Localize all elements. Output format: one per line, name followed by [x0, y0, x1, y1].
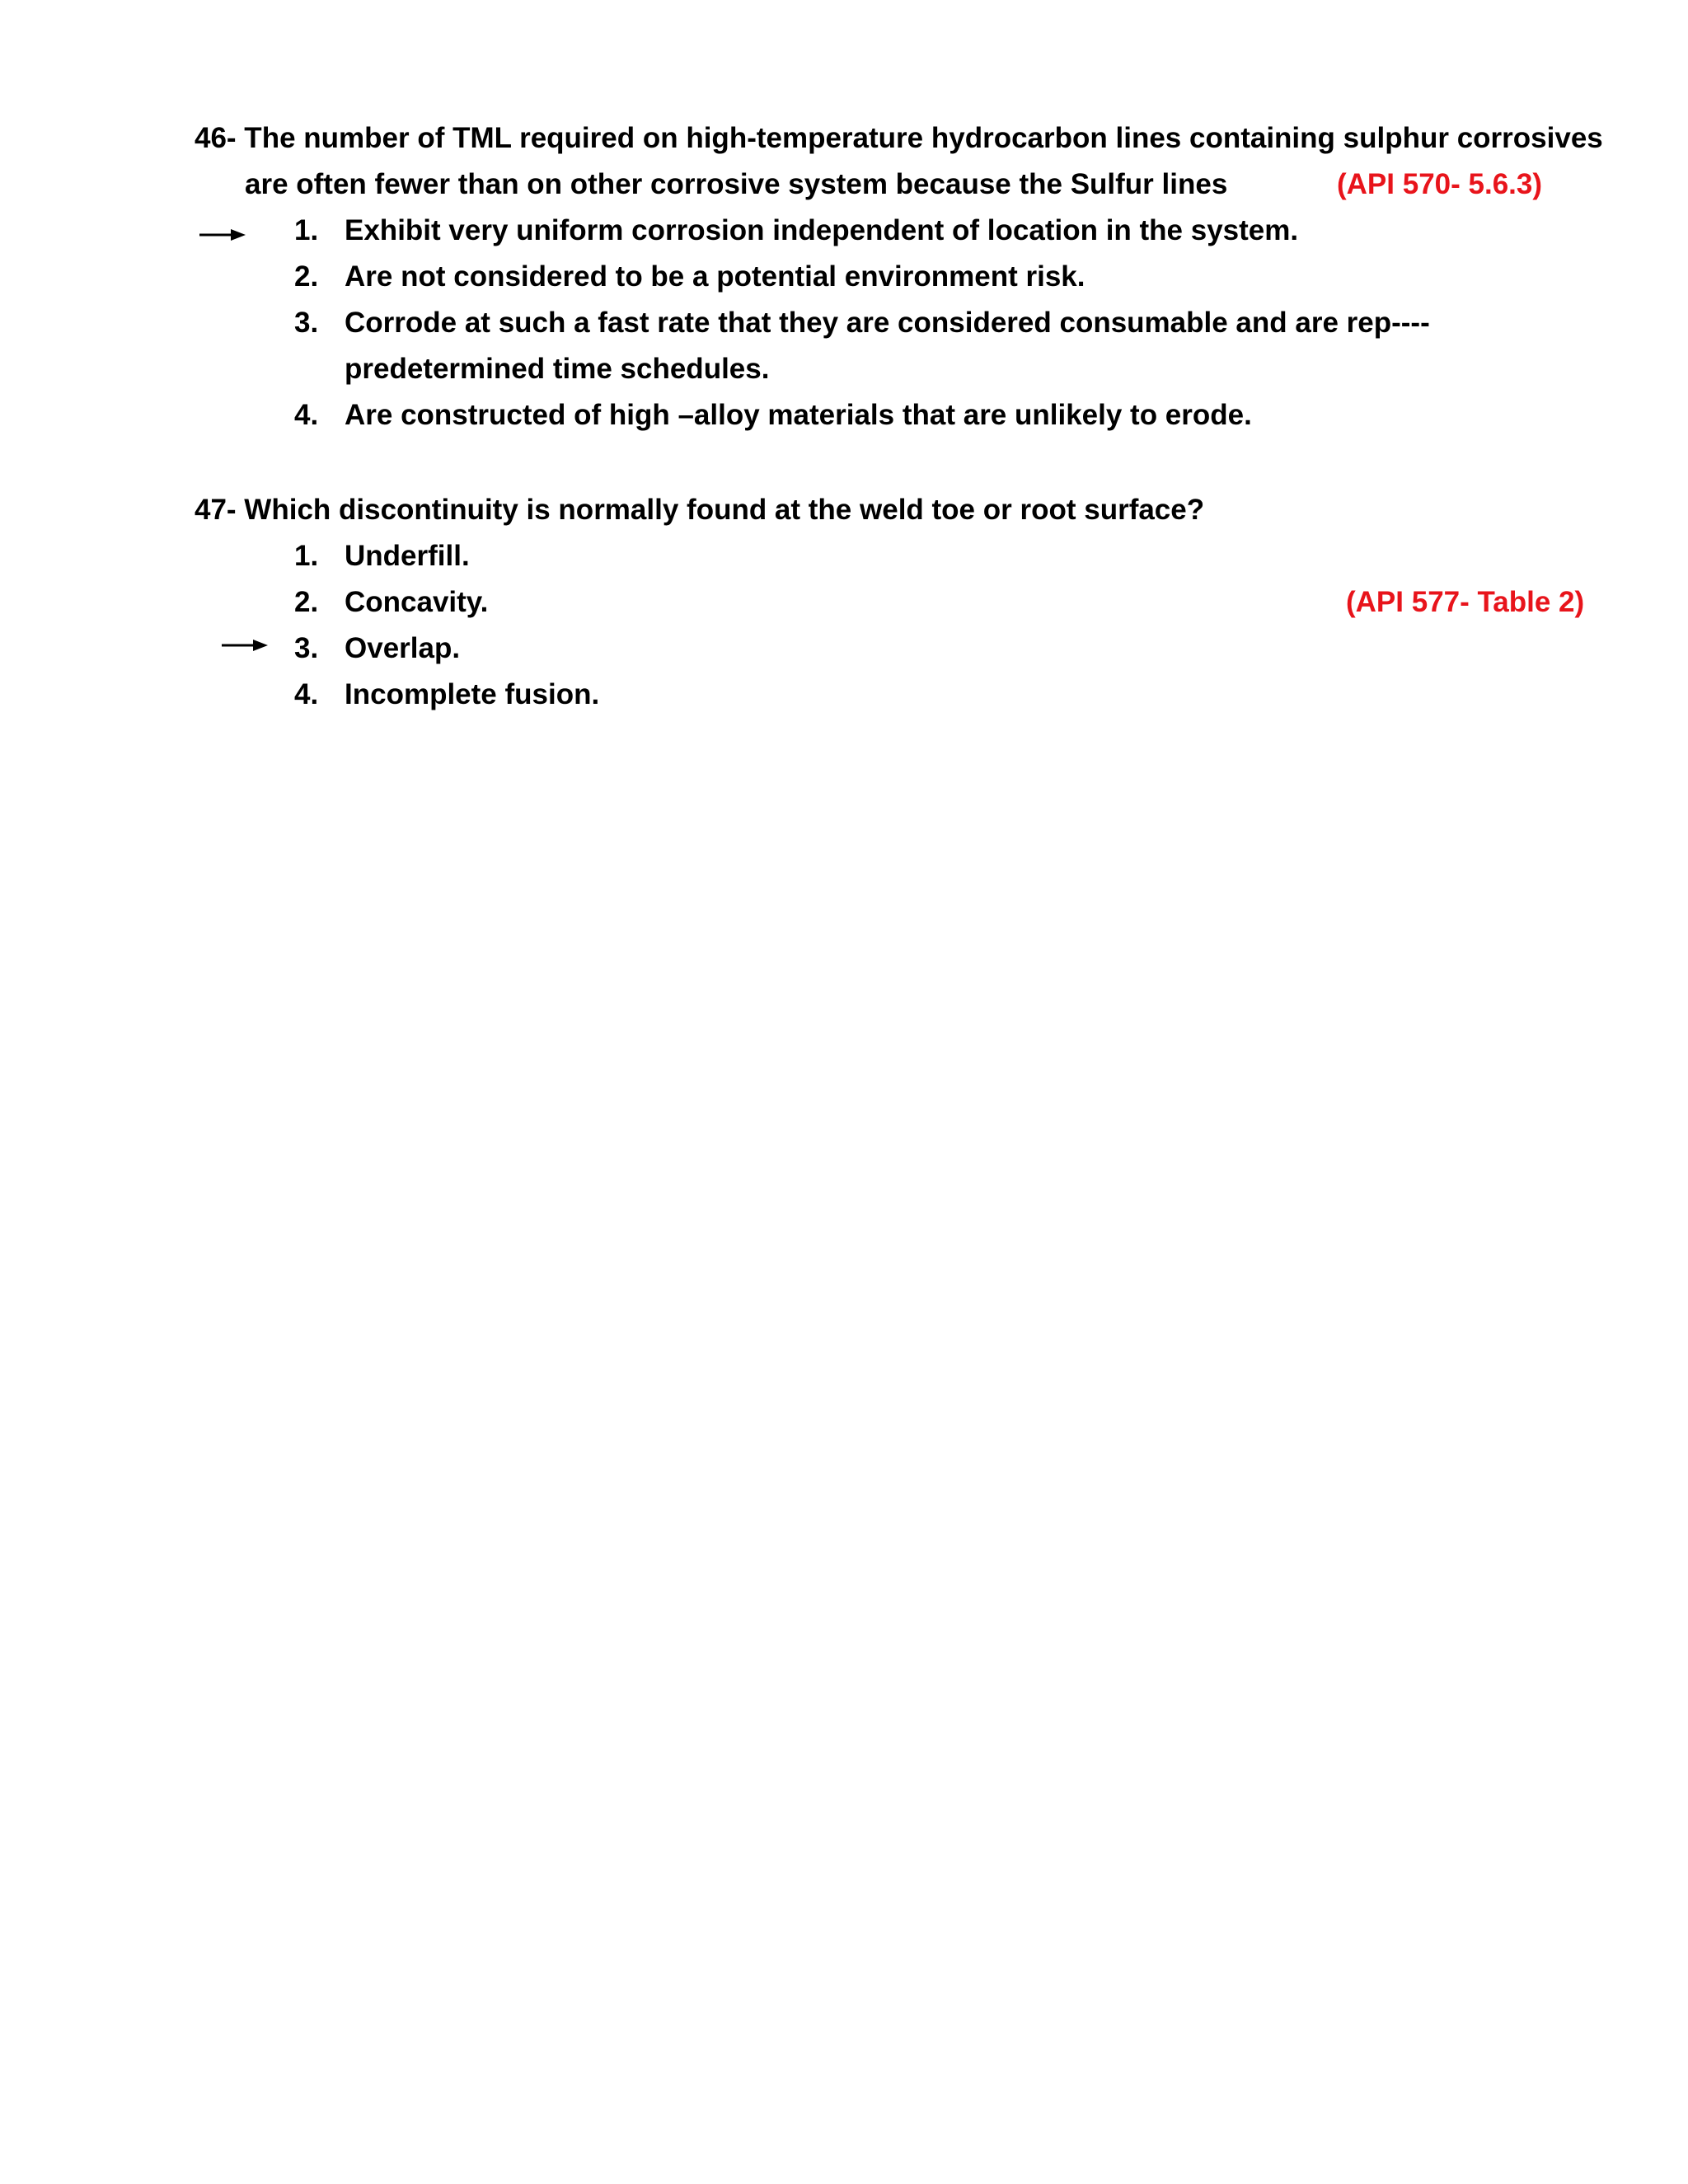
q46-option-3-number: 3.	[294, 307, 319, 339]
q47-option-1-text: Underfill.	[345, 540, 470, 572]
q47-option-1-number: 1.	[294, 540, 319, 572]
q46-option-3-text-continued: predetermined time schedules.	[345, 353, 770, 385]
q46-option-4-number: 4.	[294, 399, 319, 431]
q47-option-4-text: Incomplete fusion.	[345, 678, 600, 710]
q47-option-4-number: 4.	[294, 678, 319, 710]
q47-option-3-number: 3.	[294, 632, 319, 664]
arrow-right-icon	[220, 637, 270, 654]
q46-question-line-2: are often fewer than on other corrosive system because the Sulfur lines	[245, 168, 1228, 200]
q46-option-3-text: Corrode at such a fast rate that they are considered consumable and are rep----	[345, 307, 1430, 339]
q47-option-2-text: Concavity.	[345, 586, 489, 618]
q46-option-1-number: 1.	[294, 214, 319, 246]
q46-option-2-number: 2.	[294, 260, 319, 293]
q46-option-2-text: Are not considered to be a potential environment risk.	[345, 260, 1085, 293]
q47-question: 47- Which discontinuity is normally found at the weld toe or root surface?	[195, 494, 1205, 526]
q46-question-line-1: 46- The number of TML required on high-temperature hydrocarbon lines containing sulphur corrosives	[195, 122, 1603, 154]
q47-option-2-number: 2.	[294, 586, 319, 618]
q46-reference: (API 570- 5.6.3)	[1337, 168, 1542, 200]
q47-reference: (API 577- Table 2)	[1346, 586, 1585, 618]
q46-option-1-text: Exhibit very uniform corrosion independent of location in the system.	[345, 214, 1299, 246]
arrow-right-icon	[198, 227, 247, 243]
q46-option-4-text: Are constructed of high –alloy materials that are unlikely to erode.	[345, 399, 1252, 431]
q47-option-3-text: Overlap.	[345, 632, 461, 664]
